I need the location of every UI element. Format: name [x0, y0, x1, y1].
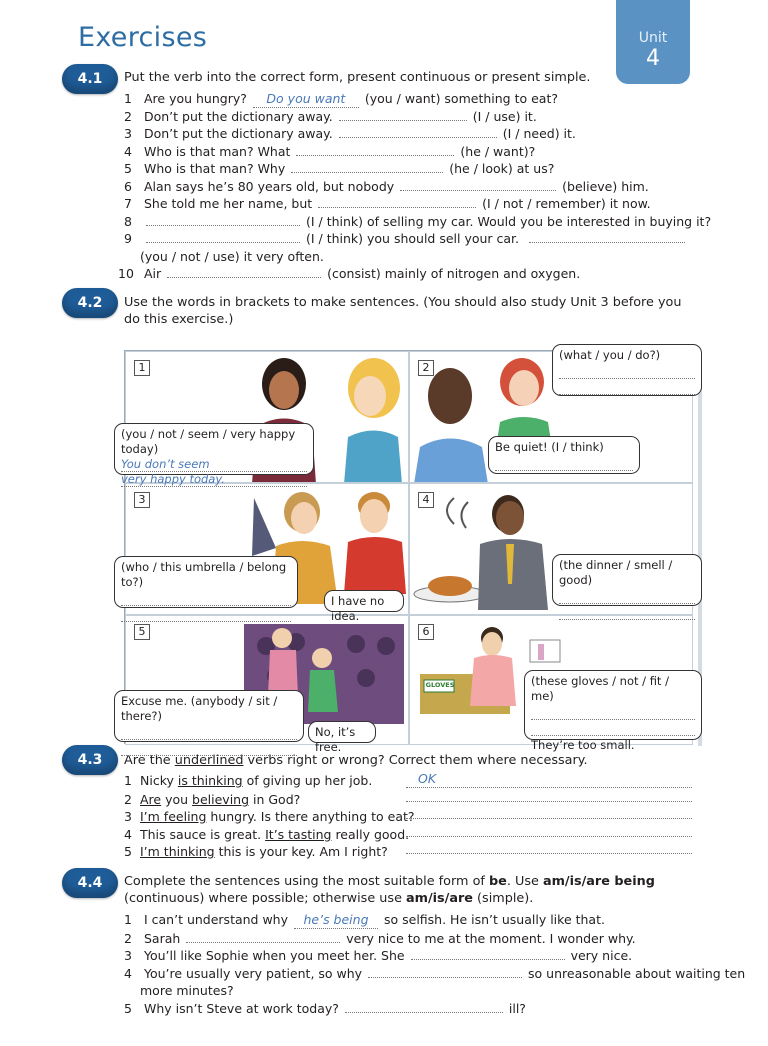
exercise-badge-4-1: 4.1	[62, 64, 118, 94]
item-text: Who is that man? Why	[143, 161, 286, 176]
item-text: of giving up her job.	[242, 773, 373, 788]
item-number: 4	[124, 827, 132, 842]
answer-line[interactable]	[559, 606, 695, 620]
ex3-item-5	[124, 844, 388, 860]
item-text: This sauce is great.	[140, 827, 266, 842]
underlined-verb: It’s tasting	[265, 827, 332, 842]
item-text: hungry. Is there anything to eat?	[206, 809, 415, 824]
item-text: (I / need) it.	[502, 126, 576, 141]
answer-line[interactable]	[121, 592, 291, 606]
unit-label: Unit	[638, 30, 668, 46]
panel-2-bubble	[552, 344, 702, 396]
item-text: (believe) him.	[562, 179, 649, 194]
ex3-item-1	[124, 773, 372, 789]
underlined-verb: Are	[140, 792, 162, 807]
instruction-text: Complete the sentences using the most suitable form of	[124, 874, 489, 889]
answer-line[interactable]	[121, 726, 297, 740]
answer-blank[interactable]	[291, 161, 443, 173]
ex1-item-1	[124, 91, 558, 108]
ex1-item-5	[124, 161, 554, 177]
item-text: so selfish. He isn’t usually like that.	[383, 912, 605, 927]
instruction-text: Are the	[124, 753, 175, 768]
ex3-item-2	[124, 792, 300, 808]
panel-6-bubble	[524, 670, 702, 752]
item-text: (I / not / remember) it now.	[482, 196, 651, 211]
item-number: 1	[124, 773, 132, 788]
answer-blank[interactable]	[400, 179, 556, 191]
item-text: You’ll like Sophie when you meet her. She	[143, 948, 405, 963]
item-text: Don’t put the dictionary away.	[143, 109, 333, 124]
item-number: 8	[124, 214, 132, 229]
bubble-prompt: (the dinner / smell / good)	[559, 558, 673, 587]
item-text: Alan says he’s 80 years old, but nobody	[143, 179, 395, 194]
panel-number: 5	[134, 624, 150, 640]
bubble-prompt: I have no idea.	[331, 594, 385, 623]
panel-number: 2	[418, 360, 434, 376]
answer-line: very happy today.	[121, 472, 307, 487]
ex1-item-7	[124, 196, 651, 212]
ex4-item-4	[124, 966, 745, 982]
item-text: Are you hungry?	[143, 91, 247, 106]
answer-line[interactable]	[531, 706, 695, 720]
bubble-prompt: (you / not / seem / very happy today)	[121, 427, 296, 456]
answer-blank[interactable]	[339, 109, 467, 121]
panel-2-reply-bubble	[488, 436, 640, 474]
panel-5-reply-bubble	[308, 721, 376, 754]
answer-line[interactable]	[531, 722, 695, 736]
ex1-item-6	[124, 179, 649, 195]
item-number: 4	[124, 144, 132, 159]
item-text: (he / look) at us?	[449, 161, 555, 176]
instruction-text: (simple).	[472, 891, 534, 906]
ex3-answer-3[interactable]	[406, 807, 692, 819]
item-text: very nice.	[570, 948, 633, 963]
page-title: Exercises	[78, 22, 208, 53]
item-text: Sarah	[143, 931, 181, 946]
ex3-answer-1: OK	[406, 772, 692, 788]
instruction-text: . Use	[506, 874, 543, 889]
panel-number: 1	[134, 360, 150, 376]
ex4-item-5	[124, 1001, 526, 1017]
ex1-item-4	[124, 144, 535, 160]
item-text: (I / think) of selling my car. Would you be interested in buying it?	[305, 214, 712, 229]
bubble-prompt: (who / this umbrella / belong to?)	[121, 560, 287, 589]
item-number: 3	[124, 948, 132, 963]
answer-blank[interactable]	[345, 1001, 503, 1013]
ex1-item-9	[124, 231, 687, 247]
bubble-prompt: (these gloves / not / fit / me)	[531, 674, 669, 703]
answer-blank[interactable]	[146, 231, 300, 243]
item-number: 7	[124, 196, 132, 211]
item-text: I can’t understand why	[143, 912, 289, 927]
answer-line[interactable]	[559, 381, 695, 395]
item-number: 3	[124, 126, 132, 141]
ex1-item-8	[124, 214, 711, 230]
ex1-item-9-continued: (you / not / use) it very often.	[140, 249, 324, 264]
answer-blank[interactable]	[318, 196, 476, 208]
answer-blank[interactable]	[368, 966, 522, 978]
ex1-item-10	[118, 266, 580, 282]
panel-number: 4	[418, 492, 434, 508]
item-text: (I / think) you should sell your car.	[305, 231, 520, 246]
item-number: 2	[124, 792, 132, 807]
underlined-verb: I’m thinking	[140, 844, 215, 859]
item-number: 2	[124, 109, 132, 124]
ex4-item-1	[124, 912, 605, 929]
answer-text: he’s being	[294, 912, 378, 929]
ex4-item-2	[124, 931, 636, 947]
panel-3-reply-bubble	[324, 590, 404, 623]
instruction-underlined: underlined	[174, 753, 244, 768]
exercise-instruction-4-1: Put the verb into the correct form, present continuous or present simple.	[124, 70, 591, 85]
item-number: 1	[124, 91, 132, 106]
bubble-prompt: Excuse me. (anybody / sit / there?)	[121, 694, 278, 723]
ex3-item-3	[124, 809, 415, 825]
ex3-answer-2[interactable]	[406, 790, 692, 802]
underlined-verb: believing	[192, 792, 250, 807]
item-text: so unreasonable about waiting ten	[528, 966, 746, 981]
item-number: 5	[124, 1001, 132, 1016]
instruction-bold: am/is/are being	[542, 874, 655, 889]
panel-number: 6	[418, 624, 434, 640]
item-number: 9	[124, 231, 132, 246]
answer-line[interactable]	[121, 608, 291, 622]
ex3-answer-5[interactable]	[406, 842, 692, 854]
item-text: She told me her name, but	[143, 196, 313, 211]
panel-3-bubble	[114, 556, 298, 608]
item-number: 2	[124, 931, 132, 946]
ex3-answer-4[interactable]	[406, 825, 692, 837]
answer-blank[interactable]	[296, 144, 454, 156]
exercise-badge-4-3: 4.3	[62, 745, 118, 775]
bubble-prompt: (what / you / do?)	[559, 348, 661, 362]
answer-blank[interactable]	[167, 266, 321, 278]
item-text: in God?	[249, 792, 301, 807]
answer-text: Do you want	[253, 91, 359, 108]
answer-line[interactable]	[559, 365, 695, 379]
unit-number: 4	[646, 46, 660, 71]
exercise-badge-4-4: 4.4	[62, 868, 118, 898]
bubble-prompt: No, it’s free.	[315, 725, 356, 754]
ex4-item-4-continued: more minutes?	[140, 983, 234, 998]
item-text: very nice to me at the moment. I wonder why.	[346, 931, 636, 946]
item-number: 5	[124, 844, 132, 859]
instruction-bold: be	[488, 874, 507, 889]
bubble-reply: They’re too small.	[531, 738, 635, 752]
item-text: (he / want)?	[460, 144, 536, 159]
ex1-item-3	[124, 126, 576, 142]
panel-1-bubble	[114, 423, 314, 486]
answer-line[interactable]	[495, 457, 633, 471]
panel-number: 3	[134, 492, 150, 508]
item-text: Air	[143, 266, 162, 281]
instruction-bold: am/is/are	[406, 891, 473, 906]
underlined-verb: I’m feeling	[140, 809, 207, 824]
item-number: 4	[124, 966, 132, 981]
item-text: Don’t put the dictionary away.	[143, 126, 333, 141]
item-text: Why isn’t Steve at work today?	[143, 1001, 339, 1016]
exercise-instruction-4-2: Use the words in brackets to make sentences. (You should also study Unit 3 before you do this exercise.)	[124, 295, 682, 327]
instruction-text: (continuous) where possible; otherwise use	[124, 891, 407, 906]
answer-blank[interactable]	[411, 948, 565, 960]
item-text: you	[161, 792, 193, 807]
item-text: (you / want) something to eat?	[364, 91, 558, 106]
item-number: 1	[124, 912, 132, 927]
underlined-verb: is thinking	[177, 773, 243, 788]
item-number: 10	[118, 266, 134, 281]
bubble-prompt: Be quiet! (I / think)	[495, 440, 604, 454]
item-text: (consist) mainly of nitrogen and oxygen.	[327, 266, 581, 281]
gloves-sign-text: GLOVES	[425, 681, 455, 689]
item-text: really good.	[331, 827, 410, 842]
item-number: 6	[124, 179, 132, 194]
exercise-badge-4-2: 4.2	[62, 288, 118, 318]
item-text: Who is that man? What	[143, 144, 291, 159]
answer-blank[interactable]	[186, 931, 340, 943]
answer-line: You don’t seem	[121, 457, 307, 472]
ex3-item-4	[124, 827, 409, 843]
item-text: (I / use) it.	[472, 109, 537, 124]
answer-line[interactable]	[559, 590, 695, 604]
panel-4-bubble	[552, 554, 702, 606]
exercise-instruction-4-4	[124, 873, 684, 907]
item-text: Nicky	[140, 773, 178, 788]
item-number: 3	[124, 809, 132, 824]
ex1-item-2	[124, 109, 537, 125]
answer-blank[interactable]	[339, 126, 497, 138]
item-text: You’re usually very patient, so why	[143, 966, 363, 981]
ex4-item-3	[124, 948, 632, 964]
answer-blank[interactable]	[529, 231, 685, 243]
item-number: 5	[124, 161, 132, 176]
panel-5-bubble	[114, 690, 304, 742]
item-text: this is your key. Am I right?	[214, 844, 388, 859]
answer-line[interactable]	[121, 742, 297, 756]
instruction-text: verbs right or wrong? Correct them where necessary.	[243, 753, 588, 768]
answer-blank[interactable]	[146, 214, 300, 226]
item-text: ill?	[508, 1001, 526, 1016]
